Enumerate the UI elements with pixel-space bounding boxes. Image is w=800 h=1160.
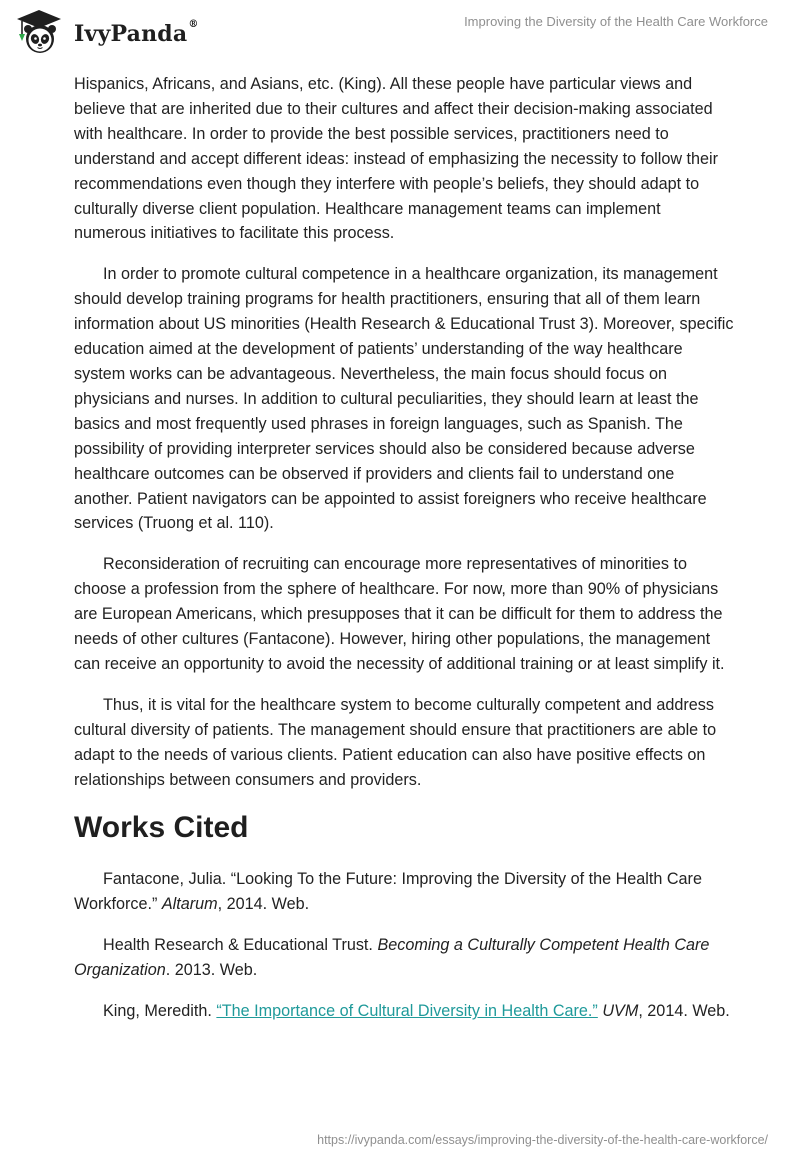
citation-source: UVM: [602, 1002, 639, 1021]
essay-content: [74, 72, 734, 1040]
paragraph-3: Reconsideration of recruiting can encourage more representatives of minorities to choose a profession from the sphere of healthcare. For now, more than 90% of physicians are European Americans, which presupposes that it can be difficult for them to address the needs of other cultures (Fantacone). However, hiring other populations, the management can receive an opportunity to avoid the necessity of additional training or at least simplify it.: [74, 555, 725, 673]
citation-text: Fantacone, Julia. “Looking To the Future: Improving the Diversity of the Health Care Workforce.”: [74, 870, 702, 914]
page-title: Improving the Diversity of the Health Care Workforce: [464, 14, 768, 29]
citation-tail: , 2014. Web.: [217, 895, 310, 914]
citation-source: Altarum: [161, 895, 218, 914]
citation-text: Health Research & Educational Trust.: [103, 936, 378, 955]
citation-link[interactable]: “The Importance of Cultural Diversity in Health Care.”: [216, 1002, 598, 1021]
paragraph-2: In order to promote cultural competence in a healthcare organization, its management should develop training programs for health practitioners, ensuring that all of them learn information about US minorities (Health Research & Educational Trust 3). Moreover, specific education aimed at the development of patients’ understanding of the way healthcare system works can be advantageous. Nevertheless, the main focus should focus on physicians and nurses. In addition to cultural peculiarities, they should learn at least the basics and most frequently used phrases in foreign languages, such as Spanish. The possibility of providing interpreter services should also be considered because adverse healthcare outcomes can be observed if providers and clients fail to understand one another. Patient navigators can be appointed to assist foreigners who receive healthcare services (Truong et al. 110).: [74, 265, 734, 533]
page-header: [0, 0, 800, 66]
ivypanda-logo[interactable]: [14, 8, 199, 58]
citation-fantacone: [74, 867, 734, 917]
citation-text: King, Meredith.: [103, 1002, 217, 1021]
citation-tail: . 2013. Web.: [165, 961, 258, 980]
logo-text: IvyPanda: [74, 21, 188, 47]
panda-graduate-icon: [14, 8, 64, 58]
paragraph-1: Hispanics, Africans, and Asians, etc. (King). All these people have particular views and believe that are inherited due to their cultures and affect their decision-making associated with healthcare. In order to provide the best possible services, practitioners need to understand and accept different ideas: instead of emphasizing the necessity to follow their recommendations even though they interfere with people’s beliefs, they should adapt to culturally diverse client population. Healthcare management teams can implement numerous initiatives to facilitate this process.: [74, 75, 718, 243]
citation-tail: , 2014. Web.: [638, 1002, 730, 1021]
citation-king: [74, 999, 734, 1024]
works-cited-heading: Works Cited: [74, 811, 249, 845]
citation-health-research: [74, 933, 734, 983]
registered-mark: ®: [188, 19, 199, 30]
paragraph-4: Thus, it is vital for the healthcare system to become culturally competent and address cultural diversity of patients. The management should ensure that practitioners are able to adapt to the needs of various clients. Patient education can also have positive effects on relationships between consumers and providers.: [74, 695, 717, 789]
source-url: https://ivypanda.com/essays/improving-the-diversity-of-the-health-care-workforce/: [317, 1133, 768, 1147]
logo-wordmark: [74, 21, 199, 47]
citation-source: Becoming a Culturally Competent Health Care Organization: [74, 936, 710, 980]
